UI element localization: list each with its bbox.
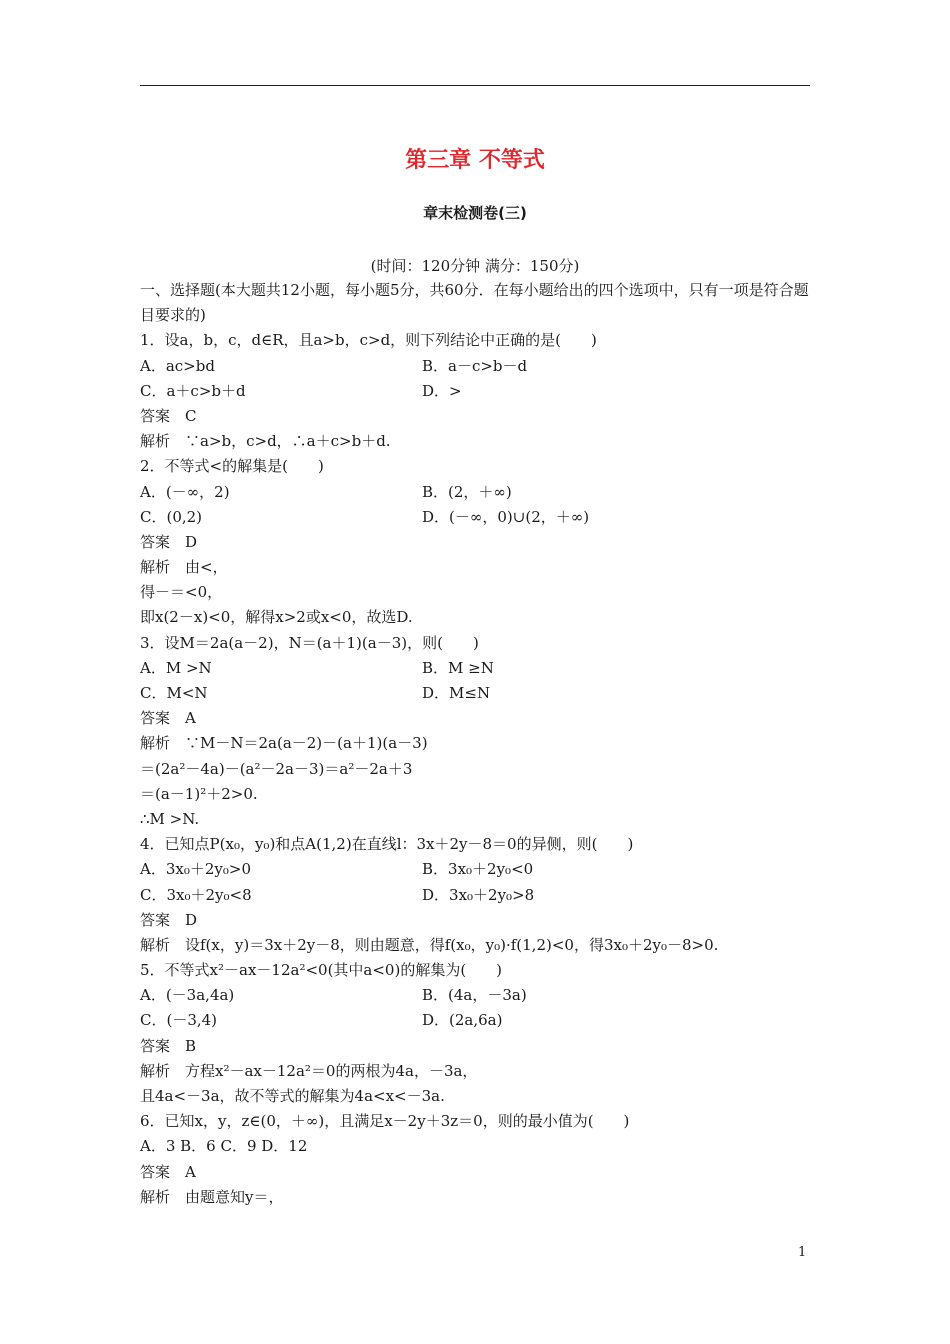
analysis-line: ∴M >N.	[140, 809, 200, 828]
analysis-line: 解析 设f(x，y)＝3x＋2y－8，则由题意，得f(x₀，y₀)·f(1,2)<0，得3x₀＋2y₀－8>0.	[140, 935, 719, 954]
answer-line: 答案 B	[140, 1036, 197, 1055]
question-stem: 4．已知点P(x₀，y₀)和点A(1,2)在直线l：3x＋2y－8＝0的异侧，则( )	[140, 835, 634, 854]
exam-content	[140, 278, 810, 1210]
question-stem: 3．设M＝2a(a－2)，N＝(a＋1)(a－3)，则( )	[140, 633, 479, 652]
analysis-line: 得－＝<0，	[140, 583, 223, 602]
page-number: 1	[798, 1245, 807, 1260]
option-row	[140, 480, 810, 505]
analysis-line: 解析 ∵a>b，c>d，∴a＋c>b＋d.	[140, 432, 391, 451]
option-c: C．(－3,4)	[140, 1011, 218, 1030]
option-b: B．3x₀＋2y₀<0	[422, 860, 534, 879]
option-row	[140, 505, 810, 530]
option-a: A．(－3a,4a)	[140, 986, 235, 1005]
option-a: A．3x₀＋2y₀>0	[140, 860, 251, 879]
option-c: C．M<N	[140, 684, 208, 703]
analysis-line: 解析 由题意知y＝，	[140, 1187, 284, 1206]
analysis-line: 解析 方程x²－ax－12a²＝0的两根为4a，－3a，	[140, 1061, 478, 1080]
option-row	[140, 883, 810, 908]
option-c: C．3x₀＋2y₀<8	[140, 885, 252, 904]
option-b: B．(2，＋∞)	[422, 482, 512, 501]
option-row	[140, 354, 810, 379]
question-stem: 6．已知x，y，z∈(0，＋∞)，且满足x－2y＋3z＝0，则的最小值为( )	[140, 1112, 630, 1131]
option-d: D．(－∞，0)∪(2，＋∞)	[422, 507, 590, 526]
analysis-line: 即x(2－x)<0，解得x>2或x<0，故选D.	[140, 608, 413, 627]
option-b: B．M ≥N	[422, 658, 494, 677]
exam-subtitle: 章末检测卷(三)	[423, 204, 527, 222]
header-rule	[140, 85, 810, 86]
section-intro: 一、选择题(本大题共12小题，每小题5分，共60分．在每小题给出的四个选项中，只有一项是符合题目要求的)	[140, 281, 809, 325]
option-row	[140, 1008, 810, 1033]
option-a: A．(－∞，2)	[140, 482, 230, 501]
option-c: C．a＋c>b＋d	[140, 381, 246, 400]
time-info: (时间：120分钟 满分：150分)	[370, 257, 580, 275]
answer-line: 答案 D	[140, 532, 198, 551]
analysis-line: 解析 由<，	[140, 558, 228, 577]
option-d: D．>	[422, 381, 462, 400]
option-row	[140, 983, 810, 1008]
answer-line: 答案 D	[140, 910, 198, 929]
analysis-line: 且4a<－3a，故不等式的解集为4a<x<－3a.	[140, 1087, 445, 1106]
question-stem: 5．不等式x²－ax－12a²<0(其中a<0)的解集为( )	[140, 961, 503, 980]
answer-line: 答案 A	[140, 1162, 196, 1181]
option-a: A．ac>bd	[140, 356, 215, 375]
option-d: D．M≤N	[422, 684, 491, 703]
question-stem: 1．设a，b，c，d∈R，且a>b，c>d，则下列结论中正确的是( )	[140, 331, 597, 350]
option-row	[140, 656, 810, 681]
option-d: D．(2a,6a)	[422, 1011, 503, 1030]
option-d: D．3x₀＋2y₀>8	[422, 885, 535, 904]
chapter-title: 第三章 不等式	[405, 148, 545, 173]
analysis-line: 解析 ∵M－N＝2a(a－2)－(a＋1)(a－3)	[140, 734, 428, 753]
question-stem: 2．不等式<的解集是( )	[140, 457, 324, 476]
option-b: B．(4a，－3a)	[422, 986, 527, 1005]
option-row	[140, 857, 810, 882]
options-inline: A．3 B．6 C．9 D．12	[140, 1137, 308, 1156]
analysis-line: ＝(2a²－4a)－(a²－2a－3)＝a²－2a＋3	[140, 759, 413, 778]
option-a: A．M >N	[140, 658, 212, 677]
option-row	[140, 379, 810, 404]
option-row	[140, 681, 810, 706]
answer-line: 答案 C	[140, 406, 197, 425]
analysis-line: ＝(a－1)²＋2>0.	[140, 784, 258, 803]
option-b: B．a－c>b－d	[422, 356, 528, 375]
option-c: C．(0,2)	[140, 507, 203, 526]
answer-line: 答案 A	[140, 709, 196, 728]
